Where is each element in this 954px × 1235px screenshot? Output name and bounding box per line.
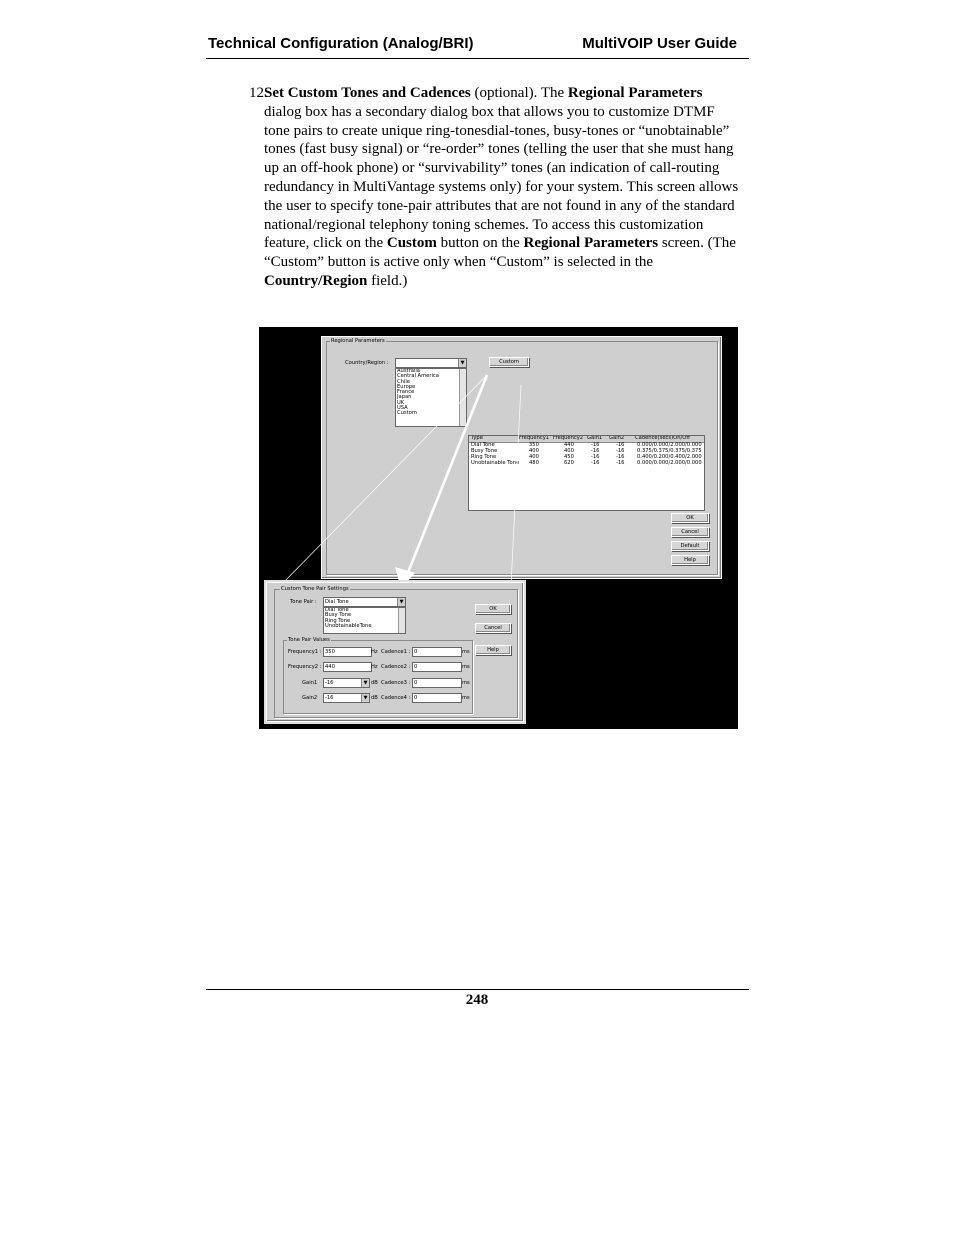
cell-g1: -16: [591, 460, 600, 466]
cadence4-label: Cadence4 :: [381, 695, 411, 701]
step-text-1: (optional). The: [470, 85, 568, 101]
gain2-value: -16: [325, 695, 334, 701]
step-text-2: dialog box has a secondary dialog box that allows you to customize DTMF tone pairs to create unique ring-tonesdial-tones, busy-tones or “unobtainable” tones (fast busy signal) or “re-order” tones (telling the user that she must hang up an off-hook phone) or “survivability” tones (an indication of call-routing redundancy in MultiVantage systems only) for your system. This screen allows the user to specify tone-pair attributes that are not found in any of the standard national/regional telephony toning schemes. To access this customization feature, click on the: [264, 103, 739, 252]
cell-g2: -16: [616, 442, 625, 448]
step-paragraph: [249, 84, 741, 291]
cadence2-field[interactable]: 0: [412, 662, 462, 672]
cadence3-label: Cadence3 :: [381, 680, 411, 686]
gain2-label: Gain2: [302, 695, 318, 701]
tone-pair-value: Dial Tone: [325, 599, 349, 605]
regional-group-title: Regional Parameters: [331, 338, 385, 344]
cadence4-field[interactable]: 0: [412, 693, 462, 703]
ms-unit: ms: [462, 695, 470, 701]
cell-g1: -16: [591, 448, 600, 454]
step-bold-custom: Custom: [386, 235, 437, 252]
custom-ok-button[interactable]: OK: [475, 604, 511, 614]
custom-button[interactable]: Custom: [489, 357, 529, 367]
list-item[interactable]: USA: [397, 405, 408, 412]
gain1-value: -16: [325, 680, 334, 686]
col-type: Type: [471, 435, 483, 441]
cell-cadence: 0.400/0.200/0.400/2.000: [637, 454, 702, 460]
col-frequency2: Frequency2: [553, 435, 584, 441]
tone-pair-combo[interactable]: [323, 597, 406, 607]
tone-pair-list[interactable]: [323, 607, 406, 634]
cell-type: Dial Tone: [471, 442, 495, 448]
cadence1-field[interactable]: 0: [412, 647, 462, 657]
list-item[interactable]: Central America: [397, 373, 439, 380]
step-number: 12.: [249, 85, 268, 101]
col-gain2: Gain2: [609, 435, 625, 441]
col-frequency1: Frequency1: [519, 435, 550, 441]
pointer-line-right: [511, 385, 521, 585]
frequency1-field[interactable]: 350: [323, 647, 372, 657]
pointer-arrow-shaft: [407, 375, 487, 575]
ms-unit: ms: [462, 680, 470, 686]
cell-g2: -16: [616, 454, 625, 460]
gain1-combo[interactable]: [323, 678, 370, 688]
custom-tone-window: [266, 582, 524, 722]
cell-f2: 440: [564, 442, 574, 448]
cell-cadence: 0.375/0.375/0.375/0.375: [637, 448, 702, 454]
cell-g2: -16: [616, 448, 625, 454]
list-item[interactable]: Busy Tone: [325, 612, 352, 619]
ok-button[interactable]: OK: [671, 513, 709, 523]
list-item[interactable]: France: [397, 389, 415, 396]
step-text-4: screen. (The “Custom” button is active only when “Custom” is selected in the: [264, 235, 736, 271]
cell-type: Ring Tone: [471, 454, 497, 460]
chevron-down-icon[interactable]: ▼: [361, 679, 369, 687]
custom-help-button[interactable]: Help: [475, 645, 511, 655]
list-item[interactable]: UK: [397, 399, 405, 406]
screenshot-figure: [259, 327, 738, 729]
ms-unit: ms: [462, 664, 470, 670]
cell-f2: 620: [564, 460, 574, 466]
list-item[interactable]: Europe: [397, 383, 416, 390]
list-item[interactable]: UnobtainableTone: [325, 622, 372, 629]
step-text-3: button on the: [436, 235, 524, 252]
step-bold-regional-2: Regional Parameters: [523, 235, 659, 252]
tone-pair-scrollbar[interactable]: [398, 608, 405, 633]
cadence3-field[interactable]: 0: [412, 678, 462, 688]
list-item[interactable]: Chile: [397, 378, 410, 385]
frequency1-label: Frequency1 :: [288, 649, 322, 655]
step-title: Set Custom Tones and Cadences: [264, 85, 471, 101]
chevron-down-icon[interactable]: ▼: [361, 694, 369, 702]
cell-cadence: 0.000/0.000/2.000/0.000: [637, 460, 702, 466]
cell-g2: -16: [616, 460, 625, 466]
list-item[interactable]: Japan: [397, 394, 412, 401]
ms-unit: ms: [462, 649, 470, 655]
list-item[interactable]: Dial Tone: [325, 607, 349, 613]
custom-cancel-button[interactable]: Cancel: [475, 623, 511, 633]
db-unit: dB: [371, 680, 378, 686]
cell-f2: 400: [564, 448, 574, 454]
step-body: [264, 84, 741, 291]
page-header: [206, 34, 749, 59]
step-text-5: field.): [367, 272, 408, 289]
cell-g1: -16: [591, 454, 600, 460]
list-item[interactable]: Australia: [397, 368, 420, 374]
help-button[interactable]: Help: [671, 555, 709, 565]
tone-values-title: Tone Pair Values: [288, 637, 330, 643]
chevron-down-icon[interactable]: ▼: [458, 359, 466, 367]
tone-pair-label: Tone Pair :: [290, 599, 317, 605]
hz-unit: Hz: [371, 649, 378, 655]
default-button[interactable]: Default: [671, 541, 709, 551]
gain2-combo[interactable]: [323, 693, 370, 703]
list-item[interactable]: Ring Tone: [325, 617, 351, 624]
cell-g1: -16: [591, 442, 600, 448]
list-item[interactable]: Custom: [397, 410, 417, 417]
cell-f1: 350: [529, 442, 539, 448]
cancel-button[interactable]: Cancel: [671, 527, 709, 537]
gain1-label: Gain1: [302, 680, 318, 686]
cadence2-label: Cadence2 :: [381, 664, 411, 670]
step-bold-country: Country/Region: [264, 272, 368, 289]
header-guide-title: MultiVOIP User Guide: [582, 35, 737, 52]
cell-type: Unobtainable Tone: [471, 460, 520, 466]
cell-f1: 400: [529, 448, 539, 454]
frequency2-field[interactable]: 440: [323, 662, 372, 672]
hz-unit: Hz: [371, 664, 378, 670]
pointer-line-left: [281, 375, 487, 585]
db-unit: dB: [371, 695, 378, 701]
chevron-down-icon[interactable]: ▼: [397, 598, 405, 606]
cell-f1: 480: [529, 460, 539, 466]
cadence1-label: Cadence1 :: [381, 649, 411, 655]
cell-type: Busy Tone: [471, 448, 498, 454]
footer-rule: [206, 989, 749, 990]
page-number: 248: [465, 992, 489, 1008]
cell-f2: 450: [564, 454, 574, 460]
cell-cadence: 0.000/0.000/2.000/0.000: [637, 442, 702, 448]
custom-group-title: Custom Tone Pair Settings: [281, 586, 349, 592]
col-gain1: Gain1: [587, 435, 603, 441]
col-cadence: Cadence(secs)On/Off: [635, 435, 690, 441]
country-label: Country/Region :: [345, 360, 389, 366]
cell-f1: 400: [529, 454, 539, 460]
step-bold-regional: Regional Parameters: [567, 85, 703, 101]
frequency2-label: Frequency2 :: [288, 664, 322, 670]
header-section-title: Technical Configuration (Analog/BRI): [208, 35, 474, 52]
